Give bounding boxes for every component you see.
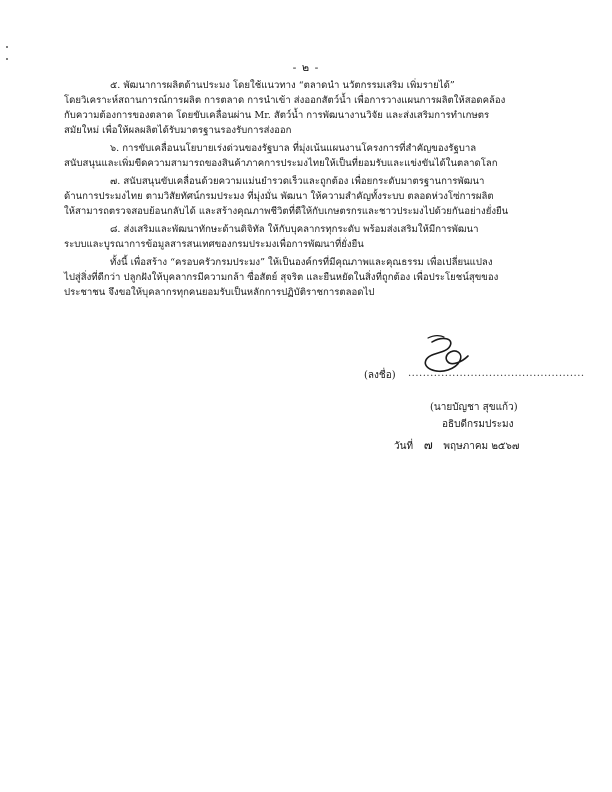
closing-paragraph: [64, 255, 546, 300]
paragraph-line: ๖. การขับเคลื่อนนโยบายเร่งด่วนของรัฐบาล ที่มุ่งเน้นแผนงานโครงการที่สำคัญของรัฐบาล: [110, 143, 477, 154]
paragraph-line: สมัยใหม่ เพื่อให้ผลผลิตได้รับมาตรฐานรองรับการส่งออก: [64, 125, 292, 136]
paragraph-item-7: [64, 174, 546, 219]
paragraph-line: ทั้งนี้ เพื่อสร้าง “ครอบครัวกรมประมง” ให้เป็นองค์กรที่มีคุณภาพและคุณธรรม เพื่อเปลี่ยนแปลง: [110, 257, 493, 268]
paragraph-line: ๗. สนับสนุนขับเคลื่อนด้วยความแม่นยำรวดเร็วและถูกต้อง เพื่อยกระดับมาตรฐานการพัฒนา: [110, 176, 485, 187]
paragraph-line: ด้านการประมงไทย ตามวิสัยทัศน์กรมประมง ที่มุ่งมั่น พัฒนา ให้ความสำคัญทั้งระบบ ตลอดห่วงโซ่การผลิต: [64, 191, 494, 202]
signing-date: [394, 436, 519, 455]
paragraph-item-5: [64, 78, 546, 138]
paragraph-line: ๘. ส่งเสริมและพัฒนาทักษะด้านดิจิทัล ให้กับบุคลากรทุกระดับ พร้อมส่งเสริมให้มีการพัฒนา: [110, 224, 479, 235]
paragraph-line: ไปสู่สิ่งที่ดีกว่า ปลูกฝังให้บุคลากรมีความกล้า ซื่อสัตย์ สุจริต และยืนหยัดในสิ่งที่ถูกต้อง เพื่อประโยชน์สุขของ: [64, 272, 499, 283]
paragraph-line: ๕. พัฒนาการผลิตด้านประมง โดยใช้แนวทาง “ตลาดนำ นวัตกรรมเสริม เพิ่มรายได้”: [110, 80, 455, 91]
paragraph-item-6: [64, 141, 546, 171]
signature-block: [330, 326, 585, 466]
margin-mark: [6, 46, 8, 48]
document-body: [64, 78, 546, 303]
paragraph-item-8: [64, 222, 546, 252]
paragraph-line: ประชาชน จึงขอให้บุคลากรทุกคนยอมรับเป็นหลักการปฏิบัติราชการตลอดไป: [64, 287, 375, 298]
signer-name: (นายบัญชา สุขแก้ว): [430, 402, 518, 413]
signature-label: (ลงชื่อ): [364, 370, 396, 381]
paragraph-line: ให้สามารถตรวจสอบย้อนกลับได้ และสร้างคุณภาพชีวิตที่ดีให้กับเกษตรกรและชาวประมงไปด้วยกันอย่างยั่งยืน: [64, 206, 509, 217]
paragraph-line: ระบบและบูรณาการข้อมูลสารสนเทศของกรมประมงเพื่อการพัฒนาที่ยั่งยืน: [64, 239, 364, 250]
page-number: - ๒ -: [292, 61, 320, 74]
signer-title: อธิบดีกรมประมง: [442, 419, 514, 430]
paragraph-line: โดยวิเคราะห์สถานการณ์การผลิต การตลาด การนำเข้า ส่งออกสัตว์น้ำ เพื่อการวางแผนการผลิตให้สอดคล้อง: [64, 95, 506, 106]
date-day: ๗: [423, 438, 433, 452]
paragraph-line: สนับสนุนและเพิ่มขีดความสามารถของสินค้าภาคการประมงไทยให้เป็นที่ยอมรับและแข่งขันได้ในตลาดโลก: [64, 158, 498, 169]
signature-line: ................................................: [408, 368, 585, 379]
date-prefix: วันที่: [394, 441, 414, 452]
date-month-year: พฤษภาคม ๒๕๖๗: [443, 441, 520, 452]
paragraph-line: กับความต้องการของตลาด โดยขับเคลื่อนผ่าน Mr. สัตว์น้ำ การพัฒนางานวิจัย และส่งเสริมการทำเกษตร: [64, 110, 490, 121]
